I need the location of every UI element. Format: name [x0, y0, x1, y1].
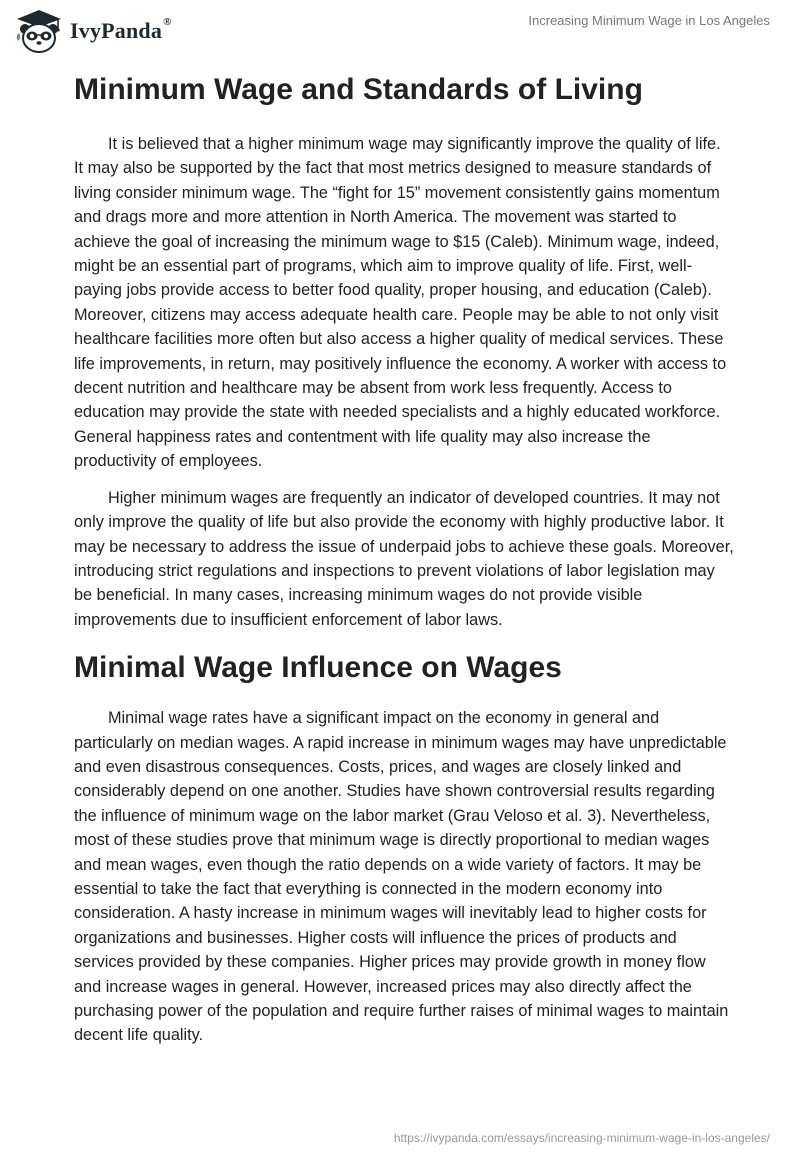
brand-text: IvyPanda	[70, 18, 163, 43]
document-title: Increasing Minimum Wage in Los Angeles	[528, 13, 770, 28]
section-heading: Minimum Wage and Standards of Living	[74, 73, 643, 106]
panda-graduate-icon	[14, 8, 64, 54]
essay-body	[74, 68, 734, 1060]
source-url[interactable]: https://ivypanda.com/essays/increasing-minimum-wage-in-los-angeles/	[393, 1131, 770, 1145]
brand-name	[70, 18, 172, 44]
paragraph: It is believed that a higher minimum wage may significantly improve the quality of life. It may also be supported by the fact that most metrics designed to measure standards of living consider minimum wage. The “fight for 15” movement consistently gains momentum and drags more and more attention in North America. The movement was started to achieve the goal of increasing the minimum wage to $15 (Caleb). Minimum wage, indeed, might be an essential part of programs, which aim to improve quality of life. First, well-paying jobs provide access to better food quality, proper housing, and education (Caleb). Moreover, citizens may access adequate health care. People may be able to not only visit healthcare facilities more often but also access a higher quality of medical services. These life improvements, in return, may positively influence the economy. A worker with access to decent nutrition and healthcare may be absent from work less frequently. Access to education may provide the state with needed specialists and a highly educated workforce. General happiness rates and contentment with life quality may also increase the productivity of employees.	[74, 135, 727, 471]
paragraph: Higher minimum wages are frequently an indicator of developed countries. It may not only improve the quality of life but also provide the economy with highly productive labor. It may be necessary to address the issue of underpaid jobs to achieve these goals. Moreover, introducing strict regulations and inspections to prevent violations of labor legislation may be beneficial. In many cases, increasing minimum wages do not provide visible improvements due to insufficient enforcement of labor laws.	[74, 488, 734, 629]
section-heading: Minimal Wage Influence on Wages	[74, 651, 562, 685]
paragraph: Minimal wage rates have a significant impact on the economy in general and particularly on median wages. A rapid increase in minimum wages may have unpredictable and even disastrous consequences. Costs, prices, and wages are closely linked and considerably depend on one another. Studies have shown controversial results regarding the influence of minimum wage on the labor market (Grau Veloso et al. 3). Nevertheless, most of these studies prove that minimum wage is directly proportional to median wages and mean wages, even though the ratio depends on a wide variety of factors. It may be essential to take the fact that everything is connected in the modern economy into consideration. A hasty increase in minimum wages will inevitably lead to higher costs for organizations and businesses. Higher costs will influence the prices of products and services provided by these companies. Higher prices may provide growth in money flow and increase wages in general. However, increased prices may also directly affect the purchasing power of the population and require further raises of minimal wages to maintain decent life quality.	[74, 709, 729, 1045]
ivypanda-logo[interactable]	[14, 8, 172, 54]
page-header	[0, 0, 800, 60]
registered-mark: ®	[163, 16, 172, 28]
